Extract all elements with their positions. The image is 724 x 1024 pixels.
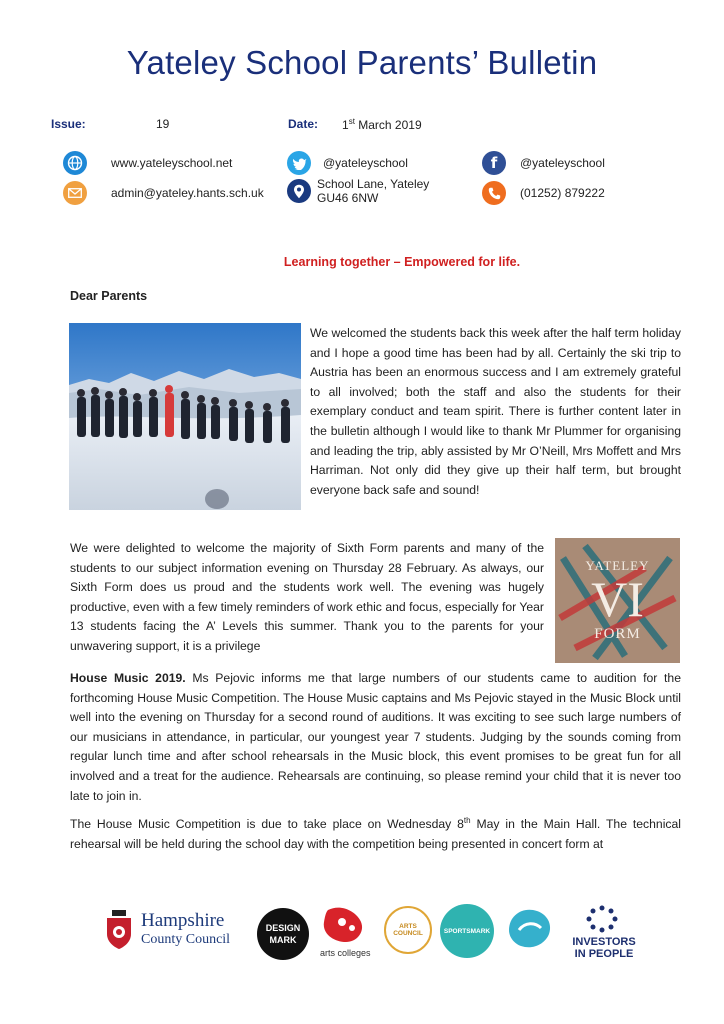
footer-logos (0, 900, 724, 970)
facebook-handle[interactable]: @yateleyschool (520, 156, 605, 170)
ski-trip-photo (69, 323, 301, 510)
hampshire-council: County Council (141, 932, 231, 947)
investor-carers-icon (505, 906, 555, 959)
email-link[interactable]: admin@yateley.hants.sch.uk (111, 186, 264, 200)
hampshire-name: Hampshire (141, 910, 225, 931)
hampshire-crest-icon (104, 910, 134, 955)
paragraph-ski-trip: We welcomed the students back this week after the half term holiday and I hope a good time has been had by all. Certainly the ski trip to Austria has been an enormous success and I am extremely grateful to all involved; both the staff and also the students for their exemplary conduct and team spirit. There is further content later in the bulletin although I would like to thank Mr Plummer for organising and leading the trip, ably assisted by Mr O’Neill, Mrs Moffett and Mrs Harriman. Not only did they give up their half term, but brought everyone back safe and sound! (310, 326, 681, 497)
sixth-form-logo (555, 538, 680, 663)
paragraph-house-music: House Music 2019. Ms Pejovic informs me that large numbers of our students came to audition for the forthcoming House Music Competition. The House Music captains and Ms Pejovic stayed in the Music Block until well into the evening on Thursday for a second round of auditions. It was exciting to see such large numbers of our musicians in attendance, in particular, our youngest year 7 students. Judging by the sounds coming from regular lunch time and after school rehearsals in the Music block, this event promises to be great fun for all involved and a treat for the audience. Rehearsals are continuing, so please remind your child that it is never too late to join in. (70, 671, 681, 803)
sixth-form-logo-line1: YATELEY (585, 558, 650, 573)
design-mark-logo: DESIGN MARK (257, 908, 309, 960)
phone-icon (482, 181, 506, 205)
date-label: Date: (288, 117, 319, 131)
phone-contact[interactable] (482, 181, 605, 205)
paragraph-sixth-form: We were delighted to welcome the majority of Sixth Form parents and many of the students to our subject information evening on Thursday 28 February. As always, our Sixth Form does us proud and the students work well. The evening was hugely productive, even with a few timely reminders of work ethic and focus, especially for Year 13 students facing the A’ Levels this summer. Thank you to the parents for your unwavering support, it is a privilege (70, 541, 544, 653)
twitter-handle[interactable]: @yateleyschool (323, 156, 408, 170)
address-line2: GU46 6NW (317, 191, 379, 205)
house-music-heading: House Music 2019. (70, 671, 186, 685)
arts-colleges-icon (320, 906, 370, 951)
facebook-icon: f (482, 151, 506, 175)
twitter-contact[interactable] (287, 151, 408, 175)
greeting: Dear Parents (70, 289, 148, 303)
investors-in-people-icon (585, 904, 619, 939)
website-link[interactable]: www.yateleyschool.net (111, 156, 233, 170)
date-value: 1st March 2019 (342, 117, 422, 132)
sixth-form-logo-numeral: VI (591, 571, 644, 627)
address-line1: School Lane, Yateley (317, 177, 430, 191)
issue-value: 19 (156, 117, 170, 131)
location-pin-icon (287, 179, 311, 203)
paragraph-house-music-date: The House Music Competition is due to take place on Wednesday 8th May in the Main Hall. The technical rehearsal will be held during the school day with the competition being presented in concert form at (70, 815, 681, 851)
arts-council-logo: ARTS COUNCIL (384, 906, 432, 954)
investors-in-people-label: INVESTORS IN PEOPLE (572, 936, 636, 960)
envelope-icon (63, 181, 87, 205)
issue-label: Issue: (51, 117, 86, 131)
bulletin-title: Yateley School Parents’ Bulletin (126, 44, 598, 81)
sixth-form-logo-line2: FORM (594, 626, 641, 642)
email-contact[interactable] (63, 181, 264, 205)
website-contact[interactable] (63, 151, 233, 175)
address-contact (287, 177, 430, 205)
arts-colleges-label: arts colleges (320, 948, 371, 958)
school-motto: Learning together – Empowered for life. (283, 255, 521, 269)
facebook-contact[interactable] (482, 151, 605, 175)
globe-icon (63, 151, 87, 175)
twitter-icon (287, 151, 311, 175)
phone-number[interactable]: (01252) 879222 (520, 186, 605, 200)
sportsmark-logo: SPORTSMARK (440, 904, 494, 958)
